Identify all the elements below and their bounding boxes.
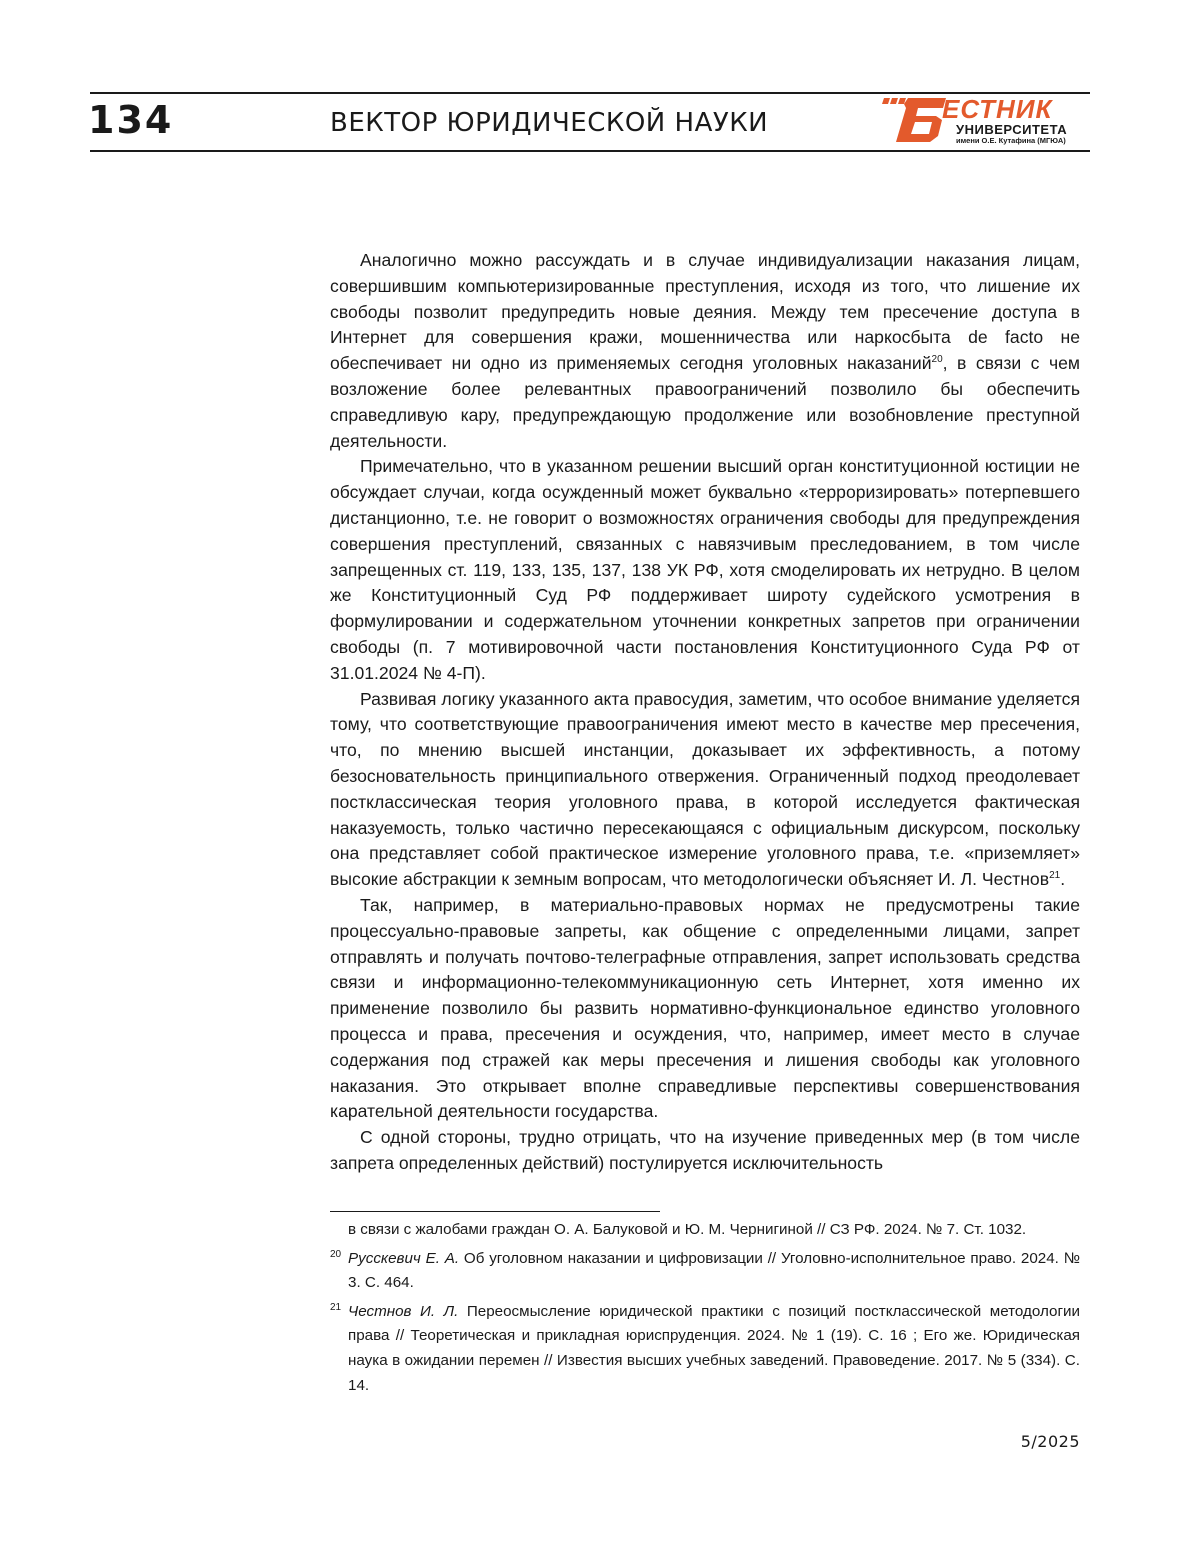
footnotes — [330, 1218, 1080, 1402]
header-bottom-rule — [90, 150, 1090, 152]
logo-subtitle: УНИВЕРСИТЕТА — [956, 122, 1068, 137]
footnote-separator — [330, 1211, 660, 1212]
logo-title: ЕСТНИК — [942, 94, 1053, 124]
issue-number: 5/2025 — [1020, 1432, 1080, 1451]
paragraph-1-text-a: Аналогично можно рассуждать и в случае индивидуализации наказания лицам, совершившим компьютеризированные преступления, исходя из того, что лишение их свободы позволит предупредить новые деяния. Между тем пресечение доступа в Интернет для совершения кражи, мошенничества или наркосбыта de facto не обеспечивает ни одно из применяемых сегодня уголовных наказаний — [330, 250, 1080, 374]
paragraph-3-text-a: Развивая логику указанного акта правосудия, заметим, что особое внимание уделяется тому, что соответствующие правоограничения имеют место в качестве мер пресечения, что, по мнению высшей инстанции, доказывает их эффективность, а потому безосновательность принципиального отвержения. Ограниченный подход преодолевает постклассическая теория уголовного права, в которой исследуется фактическая наказуемость, только частично пересекающаяся с официальным дискурсом, поскольку она представляет собой практическое измерение уголовного права, т.е. «приземляет» высокие абстракции к земным вопросам, что методологически объясняет И. Л. Честнов — [330, 688, 1080, 890]
footnote-20-text: Об уголовном наказании и цифровизации // Уголовно-исполнительное право. 2024. № 3. С. 464. — [348, 1249, 1080, 1292]
footnote-21-text: Переосмысление юридической практики с позиций постклассической методологии права // Теоретическая и прикладная юриспруденция. 2024. № 1 (19). С. 16 ; Его же. Юридическая наука в ожидании перемен // Известия высших учебных заведений. Правоведение. 2017. № 5 (334). С. 14. — [348, 1302, 1081, 1394]
paragraph-1-text-b: , в связи с чем возложение более релевантных правоограничений позволило бы обеспечить справедливую кару, предупреждающую продолжение или возобновление преступной деятельности. — [330, 353, 1080, 451]
footnote-ref-21[interactable]: 21 — [1049, 870, 1061, 882]
paragraph-3-text-b: . — [1060, 869, 1066, 890]
footnote-ref-20[interactable]: 20 — [931, 354, 943, 366]
logo-caption: имени О.Е. Кутафина (МГЮА) — [956, 136, 1066, 145]
footnote-continuation: в связи с жалобами граждан О. А. Балуковой и Ю. М. Чернигиной // СЗ РФ. 2024. № 7. Ст. 1032. — [348, 1221, 1027, 1238]
footnote-20-author: Русскевич Е. А. — [348, 1249, 460, 1267]
footnote-21 — [330, 1300, 1080, 1398]
paragraph-4: Так, например, в материально-правовых нормах не предусмотрены такие процессуально-правовые запреты, как общение с определенными лицами, запрет отправлять и получать почтово-телеграфные отправления, запрет использовать средства связи и информационно-телекоммуникационную сеть Интернет, хотя именно их применение позволило бы развить нормативно-функциональное единство уголовного процесса и права, пресечения и осуждения, что, например, имеет место в случае содержания под стражей как меры пресечения и лишения свободы как уголовного наказания. Это открывает вполне справедливые перспективы совершенствования карательной деятельности государства. — [330, 894, 1080, 1122]
running-title: ВЕКТОР ЮРИДИЧЕСКОЙ НАУКИ — [330, 108, 769, 138]
page-number: 134 — [88, 98, 174, 142]
article-body — [330, 248, 1080, 1177]
footnote-20 — [330, 1247, 1080, 1296]
paragraph-2: Примечательно, что в указанном решении высший орган конституционной юстиции не обсуждает случаи, когда осужденный может буквально «терроризировать» потерпевшего дистанционно, т.е. не говорит о возможностях ограничения свободы для предупреждения совершения преступлений, связанных с навязчивым преследованием, в том числе запрещенных ст. 119, 133, 135, 137, 138 УК РФ, хотя смоделировать их нетрудно. В целом же Конституционный Суд РФ поддерживает широту судейского усмотрения в формулировании и содержательном уточнении конкретных запретов при ограничении свободы (п. 7 мотивировочной части постановления Конституционного Суда РФ от 31.01.2024 № 4-П). — [330, 456, 1080, 683]
paragraph-3 — [330, 687, 1080, 893]
paragraph-1 — [330, 248, 1080, 454]
paragraph-5: С одной стороны, трудно отрицать, что на изучение приведенных мер (в том числе запрета определенных действий) постулируется исключительность — [330, 1127, 1080, 1173]
footnote-21-mark: 21 — [330, 1301, 342, 1313]
header-top-rule — [90, 92, 1090, 94]
journal-logo — [882, 96, 1092, 146]
footnote-20-mark: 20 — [330, 1248, 342, 1260]
footnote-21-author: Честнов И. Л. — [348, 1302, 459, 1320]
